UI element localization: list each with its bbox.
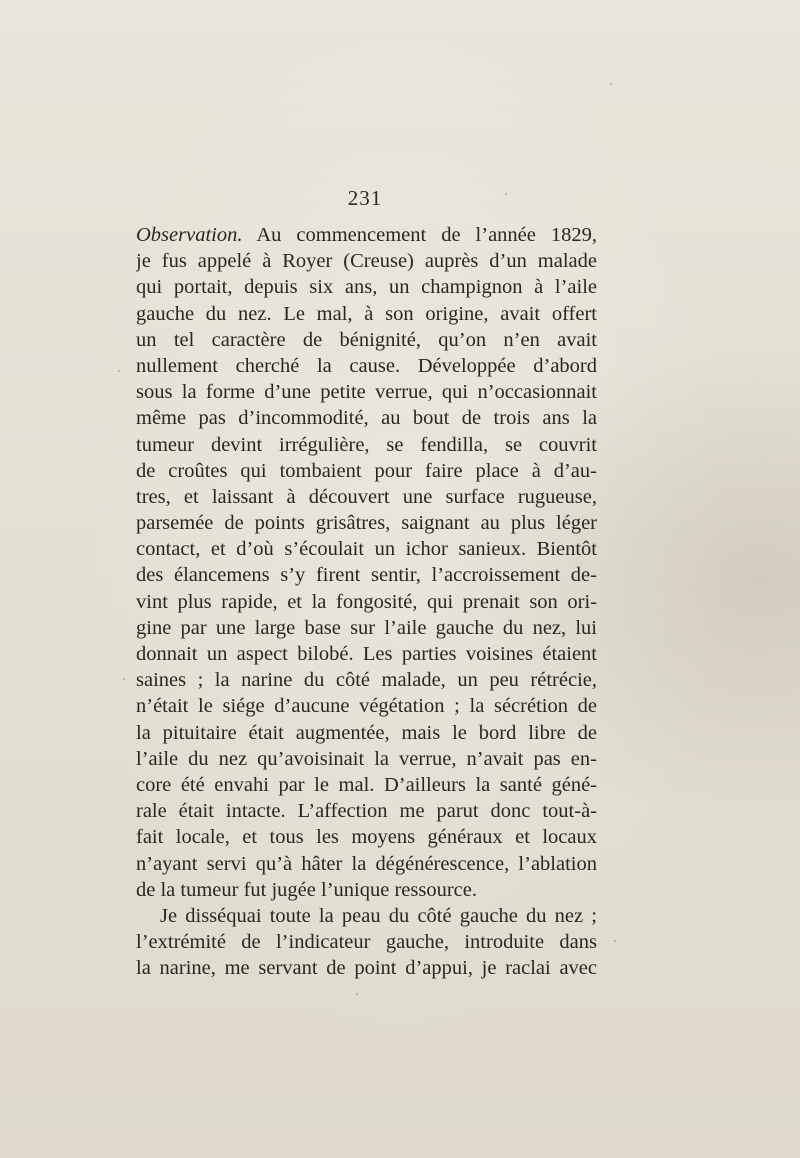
text-line: même pas d’incommodité, au bout de trois ans la — [136, 407, 597, 430]
paper-speck — [505, 193, 507, 195]
text-line: n’était le siége d’aucune végétation ; la sécrétion de — [136, 695, 597, 718]
text-line: saines ; la narine du côté malade, un peu rétrécie, — [136, 669, 597, 692]
paper-speck — [356, 993, 358, 995]
text-line: un tel caractère de bénignité, qu’on n’en avait — [136, 328, 597, 351]
text-line: l’aile du nez qu’avoisinait la verrue, n’avait pas en- — [136, 747, 597, 770]
text-line: de la tumeur fut jugée l’unique ressource. — [136, 878, 477, 901]
text-line: de croûtes qui tombaient pour faire place à d’au- — [136, 459, 597, 482]
text-line: tumeur devint irrégulière, se fendilla, se couvrit — [136, 433, 597, 456]
text-line: je fus appelé à Royer (Creuse) auprès d’un malade — [136, 250, 597, 273]
text-line: la pituitaire était augmentée, mais le bord libre de — [136, 721, 597, 744]
paper-speck — [123, 678, 125, 680]
text-line: n’ayant servi qu’à hâter la dégénérescence, l’ablation — [136, 852, 597, 875]
text-line: nullement cherché la cause. Développée d’abord — [136, 354, 597, 377]
text-line: gauche du nez. Le mal, à son origine, avait offert — [136, 302, 597, 325]
text-line-fragment: Au commencement de l’année 1829, — [242, 224, 597, 246]
text-line: sous la forme d’une petite verrue, qui n’occasionnait — [136, 381, 597, 404]
text-line: vint plus rapide, et la fongosité, qui prenait son ori- — [136, 590, 597, 613]
paper-speck — [610, 83, 612, 85]
text-line: rale était intacte. L’affection me parut donc tout-à- — [136, 800, 597, 823]
observation-heading: Observation. — [136, 224, 243, 246]
text-line: fait locale, et tous les moyens généraux et locaux — [136, 826, 597, 849]
text-line: la narine, me servant de point d’appui, je raclai avec — [136, 957, 597, 980]
text-line: qui portait, depuis six ans, un champignon à l’aile — [136, 276, 597, 299]
text-line: Je disséquai toute la peau du côté gauche du nez ; — [160, 904, 597, 927]
text-line: gine par une large base sur l’aile gauche du nez, lui — [136, 616, 597, 639]
text-line: parsemée de points grisâtres, saignant au plus léger — [136, 512, 597, 535]
paper-speck — [118, 370, 120, 372]
text-line: l’extrémité de l’indicateur gauche, introduite dans — [136, 931, 597, 954]
text-line: donnait un aspect bilobé. Les parties voisines étaient — [136, 643, 597, 665]
paper-speck — [614, 940, 616, 942]
text-line: core été envahi par le mal. D’ailleurs la santé géné- — [136, 773, 597, 796]
body-text — [136, 222, 597, 981]
text-line — [136, 222, 597, 248]
text-line: contact, et d’où s’écoulait un ichor sanieux. Bientôt — [136, 538, 597, 561]
text-line: des élancemens s’y firent sentir, l’accroissement de- — [136, 564, 597, 587]
text-line: tres, et laissant à découvert une surface rugueuse, — [136, 485, 597, 508]
page-number: 231 — [347, 186, 383, 210]
